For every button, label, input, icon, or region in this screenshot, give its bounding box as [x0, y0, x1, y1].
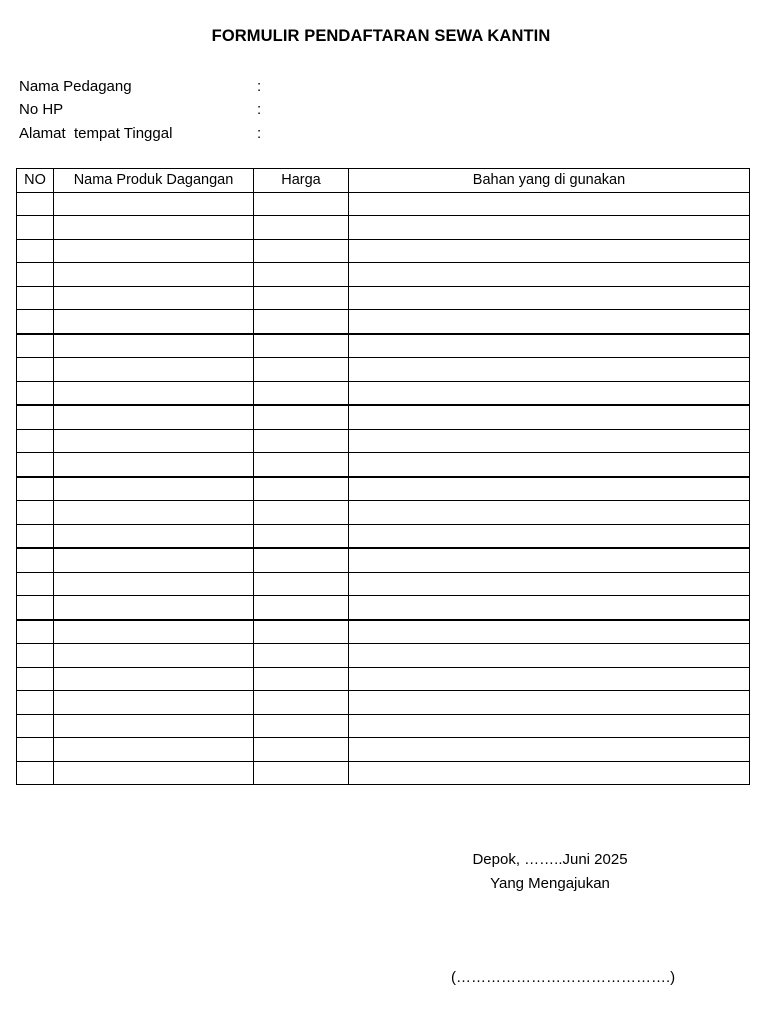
- cell-nama-produk[interactable]: [54, 524, 254, 548]
- cell-bahan[interactable]: [349, 429, 750, 453]
- cell-harga[interactable]: [254, 738, 349, 762]
- header-no: NO: [17, 169, 54, 193]
- table-row: [17, 524, 750, 548]
- cell-bahan[interactable]: [349, 334, 750, 358]
- cell-no[interactable]: [17, 405, 54, 429]
- cell-harga[interactable]: [254, 239, 349, 263]
- field-colon: :: [257, 101, 262, 118]
- cell-no[interactable]: [17, 453, 54, 477]
- cell-nama-produk[interactable]: [54, 572, 254, 596]
- header-bahan: Bahan yang di gunakan: [349, 169, 750, 193]
- cell-no[interactable]: [17, 572, 54, 596]
- cell-bahan[interactable]: [349, 192, 750, 216]
- cell-no[interactable]: [17, 691, 54, 715]
- cell-harga[interactable]: [254, 405, 349, 429]
- cell-harga[interactable]: [254, 334, 349, 358]
- table-row: [17, 358, 750, 382]
- cell-harga[interactable]: [254, 714, 349, 738]
- cell-no[interactable]: [17, 596, 54, 620]
- table-row: [17, 286, 750, 310]
- cell-bahan[interactable]: [349, 286, 750, 310]
- cell-nama-produk[interactable]: [54, 738, 254, 762]
- cell-nama-produk[interactable]: [54, 263, 254, 287]
- cell-nama-produk[interactable]: [54, 477, 254, 501]
- table-header-row: [17, 169, 750, 193]
- field-alamat: [19, 124, 261, 144]
- table-row: [17, 192, 750, 216]
- header-harga: Harga: [254, 169, 349, 193]
- cell-no[interactable]: [17, 310, 54, 334]
- field-no-hp: [19, 100, 261, 120]
- cell-nama-produk[interactable]: [54, 192, 254, 216]
- table-row: [17, 216, 750, 240]
- cell-harga[interactable]: [254, 548, 349, 572]
- table-row: [17, 334, 750, 358]
- cell-harga[interactable]: [254, 453, 349, 477]
- cell-no[interactable]: [17, 381, 54, 405]
- table-row: [17, 596, 750, 620]
- cell-bahan[interactable]: [349, 358, 750, 382]
- cell-bahan[interactable]: [349, 667, 750, 691]
- cell-nama-produk[interactable]: [54, 286, 254, 310]
- cell-harga[interactable]: [254, 358, 349, 382]
- table-row: [17, 548, 750, 572]
- field-label-nama-pedagang: Nama Pedagang: [19, 78, 132, 95]
- cell-no[interactable]: [17, 192, 54, 216]
- cell-no[interactable]: [17, 263, 54, 287]
- signature-role: Yang Mengajukan: [490, 875, 610, 892]
- cell-no[interactable]: [17, 548, 54, 572]
- cell-harga[interactable]: [254, 596, 349, 620]
- cell-no[interactable]: [17, 477, 54, 501]
- field-colon: :: [257, 125, 262, 142]
- cell-nama-produk[interactable]: [54, 381, 254, 405]
- cell-nama-produk[interactable]: [54, 714, 254, 738]
- cell-no[interactable]: [17, 334, 54, 358]
- cell-nama-produk[interactable]: [54, 761, 254, 785]
- form-title: FORMULIR PENDAFTARAN SEWA KANTIN: [211, 27, 551, 45]
- cell-bahan[interactable]: [349, 405, 750, 429]
- cell-bahan[interactable]: [349, 216, 750, 240]
- cell-nama-produk[interactable]: [54, 310, 254, 334]
- cell-harga[interactable]: [254, 263, 349, 287]
- cell-nama-produk[interactable]: [54, 239, 254, 263]
- cell-nama-produk[interactable]: [54, 667, 254, 691]
- cell-nama-produk[interactable]: [54, 596, 254, 620]
- cell-nama-produk[interactable]: [54, 358, 254, 382]
- cell-nama-produk[interactable]: [54, 405, 254, 429]
- field-nama-pedagang: [19, 77, 261, 97]
- table-row: [17, 620, 750, 644]
- signature-date: Depok, ……..Juni 2025: [472, 851, 628, 868]
- cell-bahan[interactable]: [349, 310, 750, 334]
- signature-name-line: (…………………………………….): [451, 969, 676, 986]
- header-nama-produk: Nama Produk Dagangan: [54, 169, 254, 193]
- cell-bahan[interactable]: [349, 381, 750, 405]
- table-row: [17, 429, 750, 453]
- cell-no[interactable]: [17, 761, 54, 785]
- table-row: [17, 310, 750, 334]
- table-row: [17, 714, 750, 738]
- cell-harga[interactable]: [254, 501, 349, 525]
- table-row: [17, 667, 750, 691]
- cell-bahan[interactable]: [349, 524, 750, 548]
- cell-no[interactable]: [17, 501, 54, 525]
- cell-nama-produk[interactable]: [54, 691, 254, 715]
- cell-bahan[interactable]: [349, 596, 750, 620]
- table-row: [17, 263, 750, 287]
- cell-bahan[interactable]: [349, 714, 750, 738]
- cell-bahan[interactable]: [349, 761, 750, 785]
- cell-bahan[interactable]: [349, 620, 750, 644]
- cell-harga[interactable]: [254, 192, 349, 216]
- cell-bahan[interactable]: [349, 263, 750, 287]
- cell-nama-produk[interactable]: [54, 334, 254, 358]
- cell-no[interactable]: [17, 216, 54, 240]
- table-row: [17, 501, 750, 525]
- cell-bahan[interactable]: [349, 644, 750, 668]
- cell-harga[interactable]: [254, 572, 349, 596]
- cell-no[interactable]: [17, 714, 54, 738]
- cell-bahan[interactable]: [349, 738, 750, 762]
- cell-harga[interactable]: [254, 691, 349, 715]
- cell-harga[interactable]: [254, 620, 349, 644]
- product-table: [16, 168, 750, 785]
- cell-bahan[interactable]: [349, 477, 750, 501]
- cell-nama-produk[interactable]: [54, 216, 254, 240]
- table-row: [17, 644, 750, 668]
- cell-bahan[interactable]: [349, 453, 750, 477]
- cell-nama-produk[interactable]: [54, 429, 254, 453]
- field-label-alamat: Alamat tempat Tinggal: [19, 125, 173, 142]
- table-row: [17, 405, 750, 429]
- cell-no[interactable]: [17, 286, 54, 310]
- cell-harga[interactable]: [254, 761, 349, 785]
- table-row: [17, 381, 750, 405]
- cell-bahan[interactable]: [349, 691, 750, 715]
- cell-harga[interactable]: [254, 310, 349, 334]
- cell-bahan[interactable]: [349, 548, 750, 572]
- table-row: [17, 738, 750, 762]
- cell-nama-produk[interactable]: [54, 548, 254, 572]
- table-row: [17, 239, 750, 263]
- cell-bahan[interactable]: [349, 239, 750, 263]
- cell-no[interactable]: [17, 644, 54, 668]
- table-row: [17, 453, 750, 477]
- cell-harga[interactable]: [254, 286, 349, 310]
- cell-harga[interactable]: [254, 216, 349, 240]
- table-body: [17, 192, 750, 785]
- cell-bahan[interactable]: [349, 572, 750, 596]
- cell-bahan[interactable]: [349, 501, 750, 525]
- cell-no[interactable]: [17, 358, 54, 382]
- table-row: [17, 477, 750, 501]
- cell-no[interactable]: [17, 429, 54, 453]
- cell-harga[interactable]: [254, 429, 349, 453]
- cell-no[interactable]: [17, 738, 54, 762]
- cell-nama-produk[interactable]: [54, 501, 254, 525]
- table-row: [17, 761, 750, 785]
- cell-harga[interactable]: [254, 477, 349, 501]
- cell-harga[interactable]: [254, 644, 349, 668]
- field-colon: :: [257, 78, 262, 95]
- cell-harga[interactable]: [254, 524, 349, 548]
- cell-no[interactable]: [17, 620, 54, 644]
- cell-nama-produk[interactable]: [54, 644, 254, 668]
- cell-no[interactable]: [17, 239, 54, 263]
- cell-nama-produk[interactable]: [54, 453, 254, 477]
- cell-nama-produk[interactable]: [54, 620, 254, 644]
- cell-no[interactable]: [17, 524, 54, 548]
- cell-no[interactable]: [17, 667, 54, 691]
- cell-harga[interactable]: [254, 381, 349, 405]
- table-row: [17, 691, 750, 715]
- field-label-no-hp: No HP: [19, 101, 64, 118]
- cell-harga[interactable]: [254, 667, 349, 691]
- table-row: [17, 572, 750, 596]
